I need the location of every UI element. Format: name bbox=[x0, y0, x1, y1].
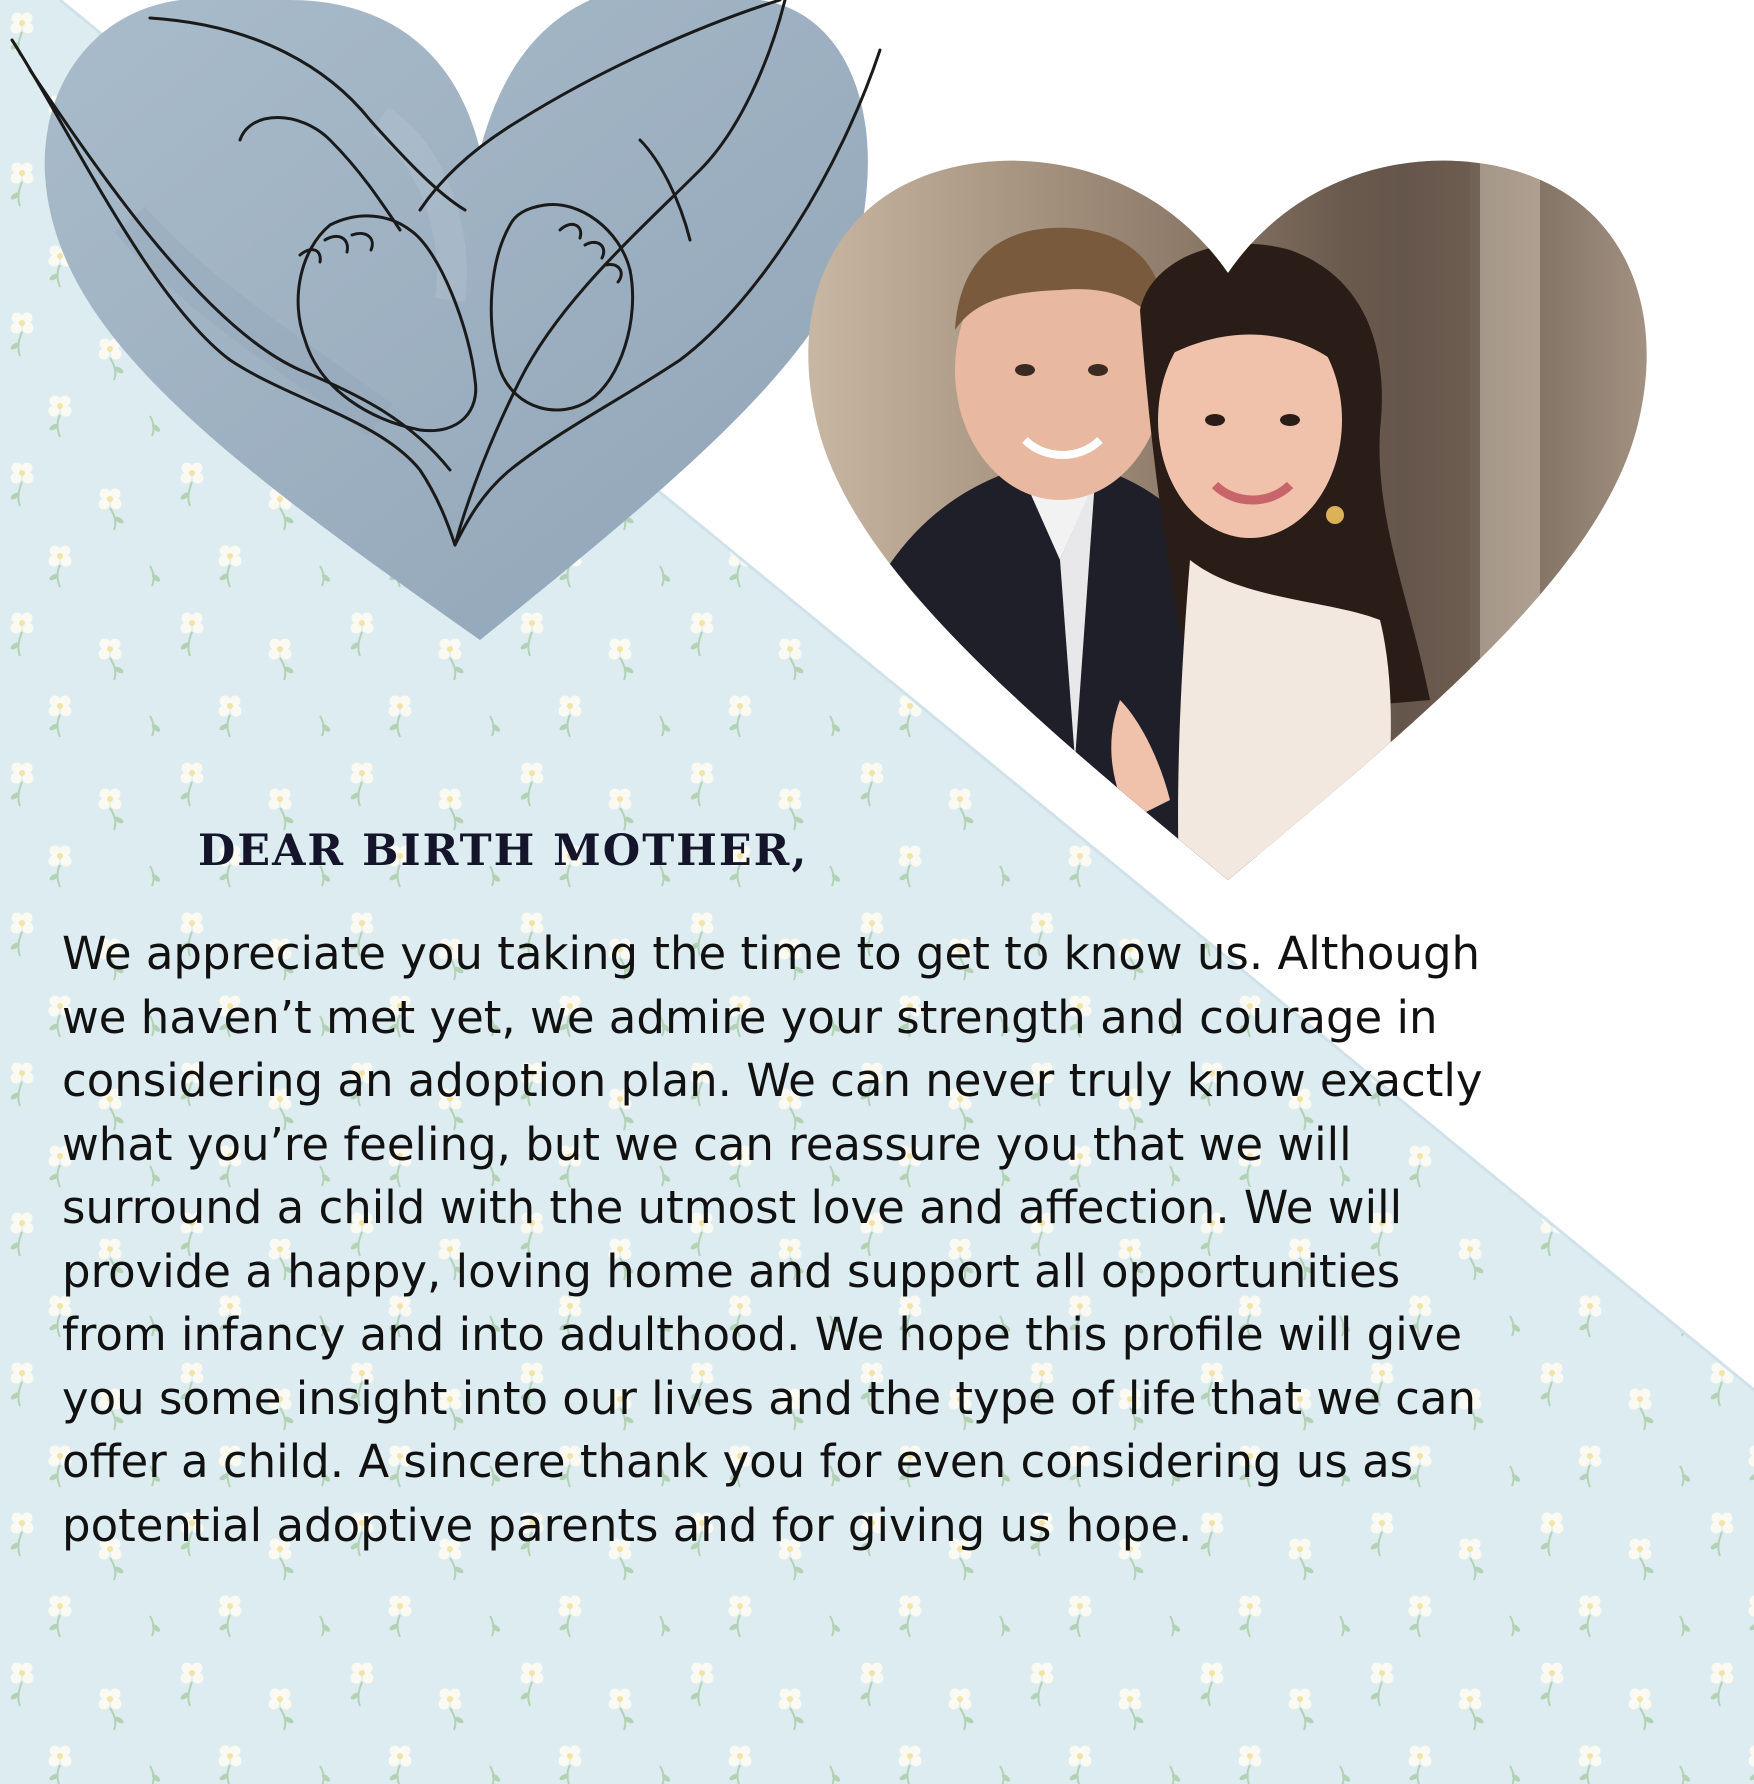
letter-line: from infancy and into adulthood. We hope this profile will give bbox=[62, 1308, 1463, 1361]
letter-line: we haven’t met yet, we admire your strength and courage in bbox=[62, 990, 1438, 1044]
letter-line: provide a happy, loving home and support all opportunities bbox=[62, 1244, 1401, 1298]
letter-line: We appreciate you taking the time to get to know us. Although bbox=[62, 927, 1481, 980]
letter-line: potential adoptive parents and for giving us hope. bbox=[62, 1498, 1193, 1552]
letter-line: you some insight into our lives and the type of life that we can bbox=[62, 1371, 1477, 1425]
letter-heading: DEAR BIRTH MOTHER, bbox=[198, 826, 809, 876]
letter-line: considering an adoption plan. We can never truly know exactly bbox=[62, 1054, 1483, 1107]
letter-line: surround a child with the utmost love and affection. We will bbox=[62, 1181, 1403, 1234]
letter-line: offer a child. A sincere thank you for even considering us as bbox=[62, 1435, 1414, 1488]
letter-body bbox=[62, 922, 1742, 1557]
letter-line: what you’re feeling, but we can reassure you that we will bbox=[62, 1117, 1352, 1171]
